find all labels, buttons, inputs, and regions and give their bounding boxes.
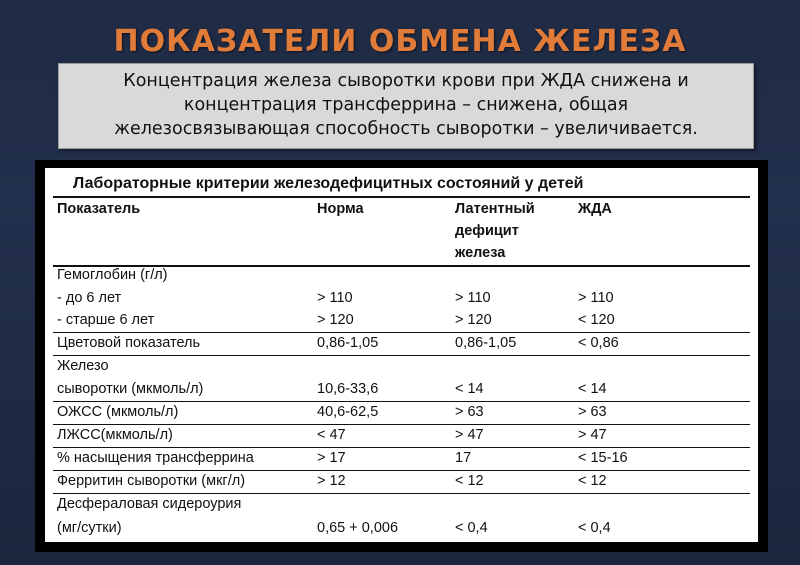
callout-line-1: Концентрация железа сыворотки крови при ЖДА снижена и bbox=[123, 71, 689, 91]
row-tsat-latent: 17 bbox=[455, 450, 472, 466]
row-tibc-ida: > 63 bbox=[578, 404, 607, 420]
callout-line-3: железосвязывающая способность сыворотки – увеличивается. bbox=[114, 119, 698, 139]
row-rule bbox=[53, 493, 750, 494]
row-desf-ida: < 0,4 bbox=[578, 520, 611, 536]
table-top-rule bbox=[53, 196, 750, 198]
row-hb-under6-ida: > 110 bbox=[578, 290, 614, 306]
row-iron-latent: < 14 bbox=[455, 381, 484, 397]
row-iron-ida: < 14 bbox=[578, 381, 607, 397]
row-rule bbox=[53, 447, 750, 448]
row-ferritin-ida: < 12 bbox=[578, 473, 607, 489]
row-uibc-norm: < 47 bbox=[317, 427, 346, 443]
criteria-table-frame bbox=[35, 160, 768, 552]
row-hb-over6-latent: > 120 bbox=[455, 312, 492, 328]
table-title: Лабораторные критерии железодефицитных состояний у детей bbox=[73, 175, 584, 192]
row-tibc-latent: > 63 bbox=[455, 404, 484, 420]
row-hb-title: Гемоглобин (г/л) bbox=[57, 267, 168, 283]
row-uibc-latent: > 47 bbox=[455, 427, 484, 443]
row-iron-norm: 10,6-33,6 bbox=[317, 381, 379, 397]
header-latent-3: железа bbox=[455, 245, 506, 261]
row-hb-under6-label: - до 6 лет bbox=[57, 290, 122, 306]
row-tibc-label: ОЖСС (мкмоль/л) bbox=[57, 404, 179, 420]
row-hb-over6-ida: < 120 bbox=[578, 312, 615, 328]
row-desf-norm: 0,65 + 0,006 bbox=[317, 520, 399, 536]
header-ida: ЖДА bbox=[578, 201, 612, 217]
row-desf-label: (мг/сутки) bbox=[57, 520, 122, 536]
header-norm: Норма bbox=[317, 201, 364, 217]
row-color-index-ida: < 0,86 bbox=[578, 335, 619, 351]
header-latent-2: дефицит bbox=[455, 223, 519, 239]
row-iron-label: сыворотки (мкмоль/л) bbox=[57, 381, 204, 397]
row-rule bbox=[53, 470, 750, 471]
header-indicator: Показатель bbox=[57, 201, 141, 217]
row-hb-over6-norm: > 120 bbox=[317, 312, 354, 328]
row-color-index-label: Цветовой показатель bbox=[57, 335, 201, 351]
row-ferritin-label: Ферритин сыворотки (мкг/л) bbox=[57, 473, 246, 489]
row-hb-under6-latent: > 110 bbox=[455, 290, 491, 306]
row-uibc-label: ЛЖСС(мкмоль/л) bbox=[57, 427, 173, 443]
row-rule bbox=[53, 332, 750, 333]
row-uibc-ida: > 47 bbox=[578, 427, 607, 443]
row-tsat-ida: < 15-16 bbox=[578, 450, 628, 466]
row-color-index-latent: 0,86-1,05 bbox=[455, 335, 517, 351]
row-iron-title: Железо bbox=[57, 358, 109, 374]
row-color-index-norm: 0,86-1,05 bbox=[317, 335, 379, 351]
row-tsat-norm: > 17 bbox=[317, 450, 346, 466]
header-latent-1: Латентный bbox=[455, 201, 535, 217]
row-tibc-norm: 40,6-62,5 bbox=[317, 404, 379, 420]
row-rule bbox=[53, 401, 750, 402]
row-hb-over6-label: - старше 6 лет bbox=[57, 312, 155, 328]
callout-line-2: концентрация трансферрина – снижена, общая bbox=[183, 95, 629, 115]
row-desf-latent: < 0,4 bbox=[455, 520, 488, 536]
row-tsat-label: % насыщения трансферрина bbox=[57, 450, 254, 466]
criteria-table bbox=[45, 168, 758, 542]
row-rule bbox=[53, 355, 750, 356]
row-ferritin-latent: < 12 bbox=[455, 473, 484, 489]
row-desf-title: Десфераловая сидероурия bbox=[57, 496, 242, 512]
page-title: ПОКАЗАТЕЛИ ОБМЕНА ЖЕЛЕЗА bbox=[113, 24, 687, 59]
row-ferritin-norm: > 12 bbox=[317, 473, 346, 489]
row-rule bbox=[53, 424, 750, 425]
summary-callout bbox=[58, 63, 754, 149]
row-hb-under6-norm: > 110 bbox=[317, 290, 353, 306]
